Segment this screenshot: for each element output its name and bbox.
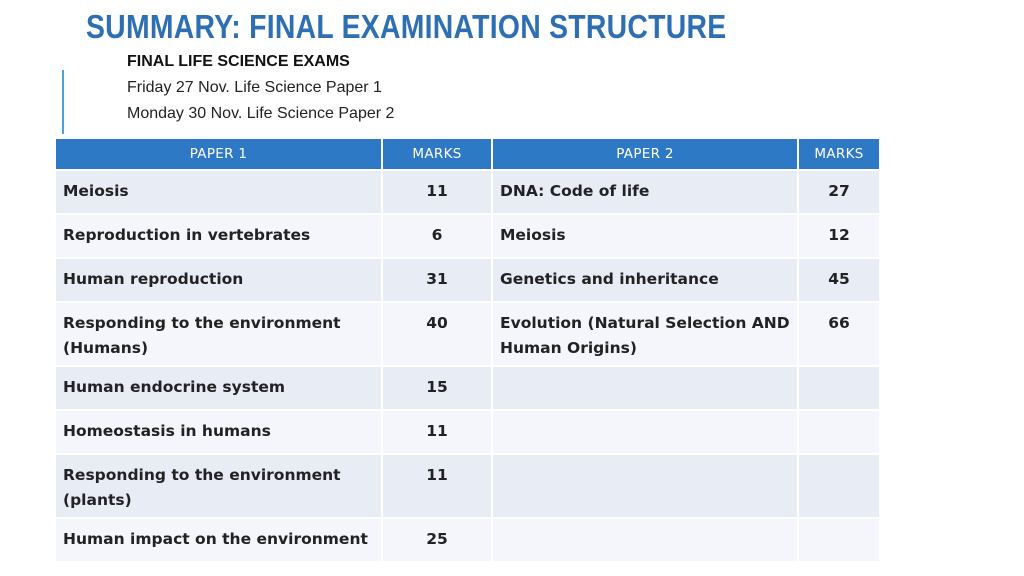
table-row — [55, 366, 880, 410]
table-row — [55, 302, 880, 366]
paper-1-marks: 11 — [382, 454, 492, 518]
table-row — [55, 454, 880, 518]
header-paper-1: PAPER 1 — [55, 138, 382, 170]
paper-2-marks — [798, 366, 880, 410]
paper-2-marks: 27 — [798, 170, 880, 214]
exam-structure-table — [54, 137, 881, 563]
paper-1-marks: 15 — [382, 366, 492, 410]
paper-2-marks: 66 — [798, 302, 880, 366]
paper-1-marks: 31 — [382, 258, 492, 302]
paper-1-marks: 40 — [382, 302, 492, 366]
exam-heading: FINAL LIFE SCIENCE EXAMS — [127, 53, 350, 70]
paper-2-marks — [798, 454, 880, 518]
paper-2-topic — [492, 366, 798, 410]
table-row — [55, 518, 880, 562]
paper-1-topic: Human impact on the environment — [55, 518, 382, 562]
paper-1-marks: 25 — [382, 518, 492, 562]
paper-1-topic: Responding to the environment (plants) — [55, 454, 382, 518]
paper-2-marks: 45 — [798, 258, 880, 302]
paper-2-marks — [798, 518, 880, 562]
accent-bar — [62, 70, 64, 134]
paper-2-topic: DNA: Code of life — [492, 170, 798, 214]
paper-2-topic: Evolution (Natural Selection AND Human Origins) — [492, 302, 798, 366]
paper-1-topic: Human reproduction — [55, 258, 382, 302]
table-row — [55, 214, 880, 258]
paper-2-topic — [492, 518, 798, 562]
header-marks-1: MARKS — [382, 138, 492, 170]
paper-1-marks: 11 — [382, 170, 492, 214]
table-row — [55, 170, 880, 214]
paper-1-topic: Responding to the environment (Humans) — [55, 302, 382, 366]
header-marks-2: MARKS — [798, 138, 880, 170]
paper-2-topic — [492, 454, 798, 518]
table-header-row — [55, 138, 880, 170]
paper-2-topic: Meiosis — [492, 214, 798, 258]
paper-2-marks: 12 — [798, 214, 880, 258]
paper-1-marks: 6 — [382, 214, 492, 258]
table-row — [55, 258, 880, 302]
header-paper-2: PAPER 2 — [492, 138, 798, 170]
paper-1-marks: 11 — [382, 410, 492, 454]
paper-1-topic: Reproduction in vertebrates — [55, 214, 382, 258]
paper-1-topic: Human endocrine system — [55, 366, 382, 410]
exam-date-paper-1: Friday 27 Nov. Life Science Paper 1 — [127, 79, 382, 96]
paper-1-topic: Meiosis — [55, 170, 382, 214]
table-row — [55, 410, 880, 454]
exam-date-paper-2: Monday 30 Nov. Life Science Paper 2 — [127, 105, 395, 122]
paper-1-topic: Homeostasis in humans — [55, 410, 382, 454]
paper-2-topic: Genetics and inheritance — [492, 258, 798, 302]
paper-2-topic — [492, 410, 798, 454]
paper-2-marks — [798, 410, 880, 454]
page-title: SUMMARY: FINAL EXAMINATION STRUCTURE — [86, 8, 727, 45]
